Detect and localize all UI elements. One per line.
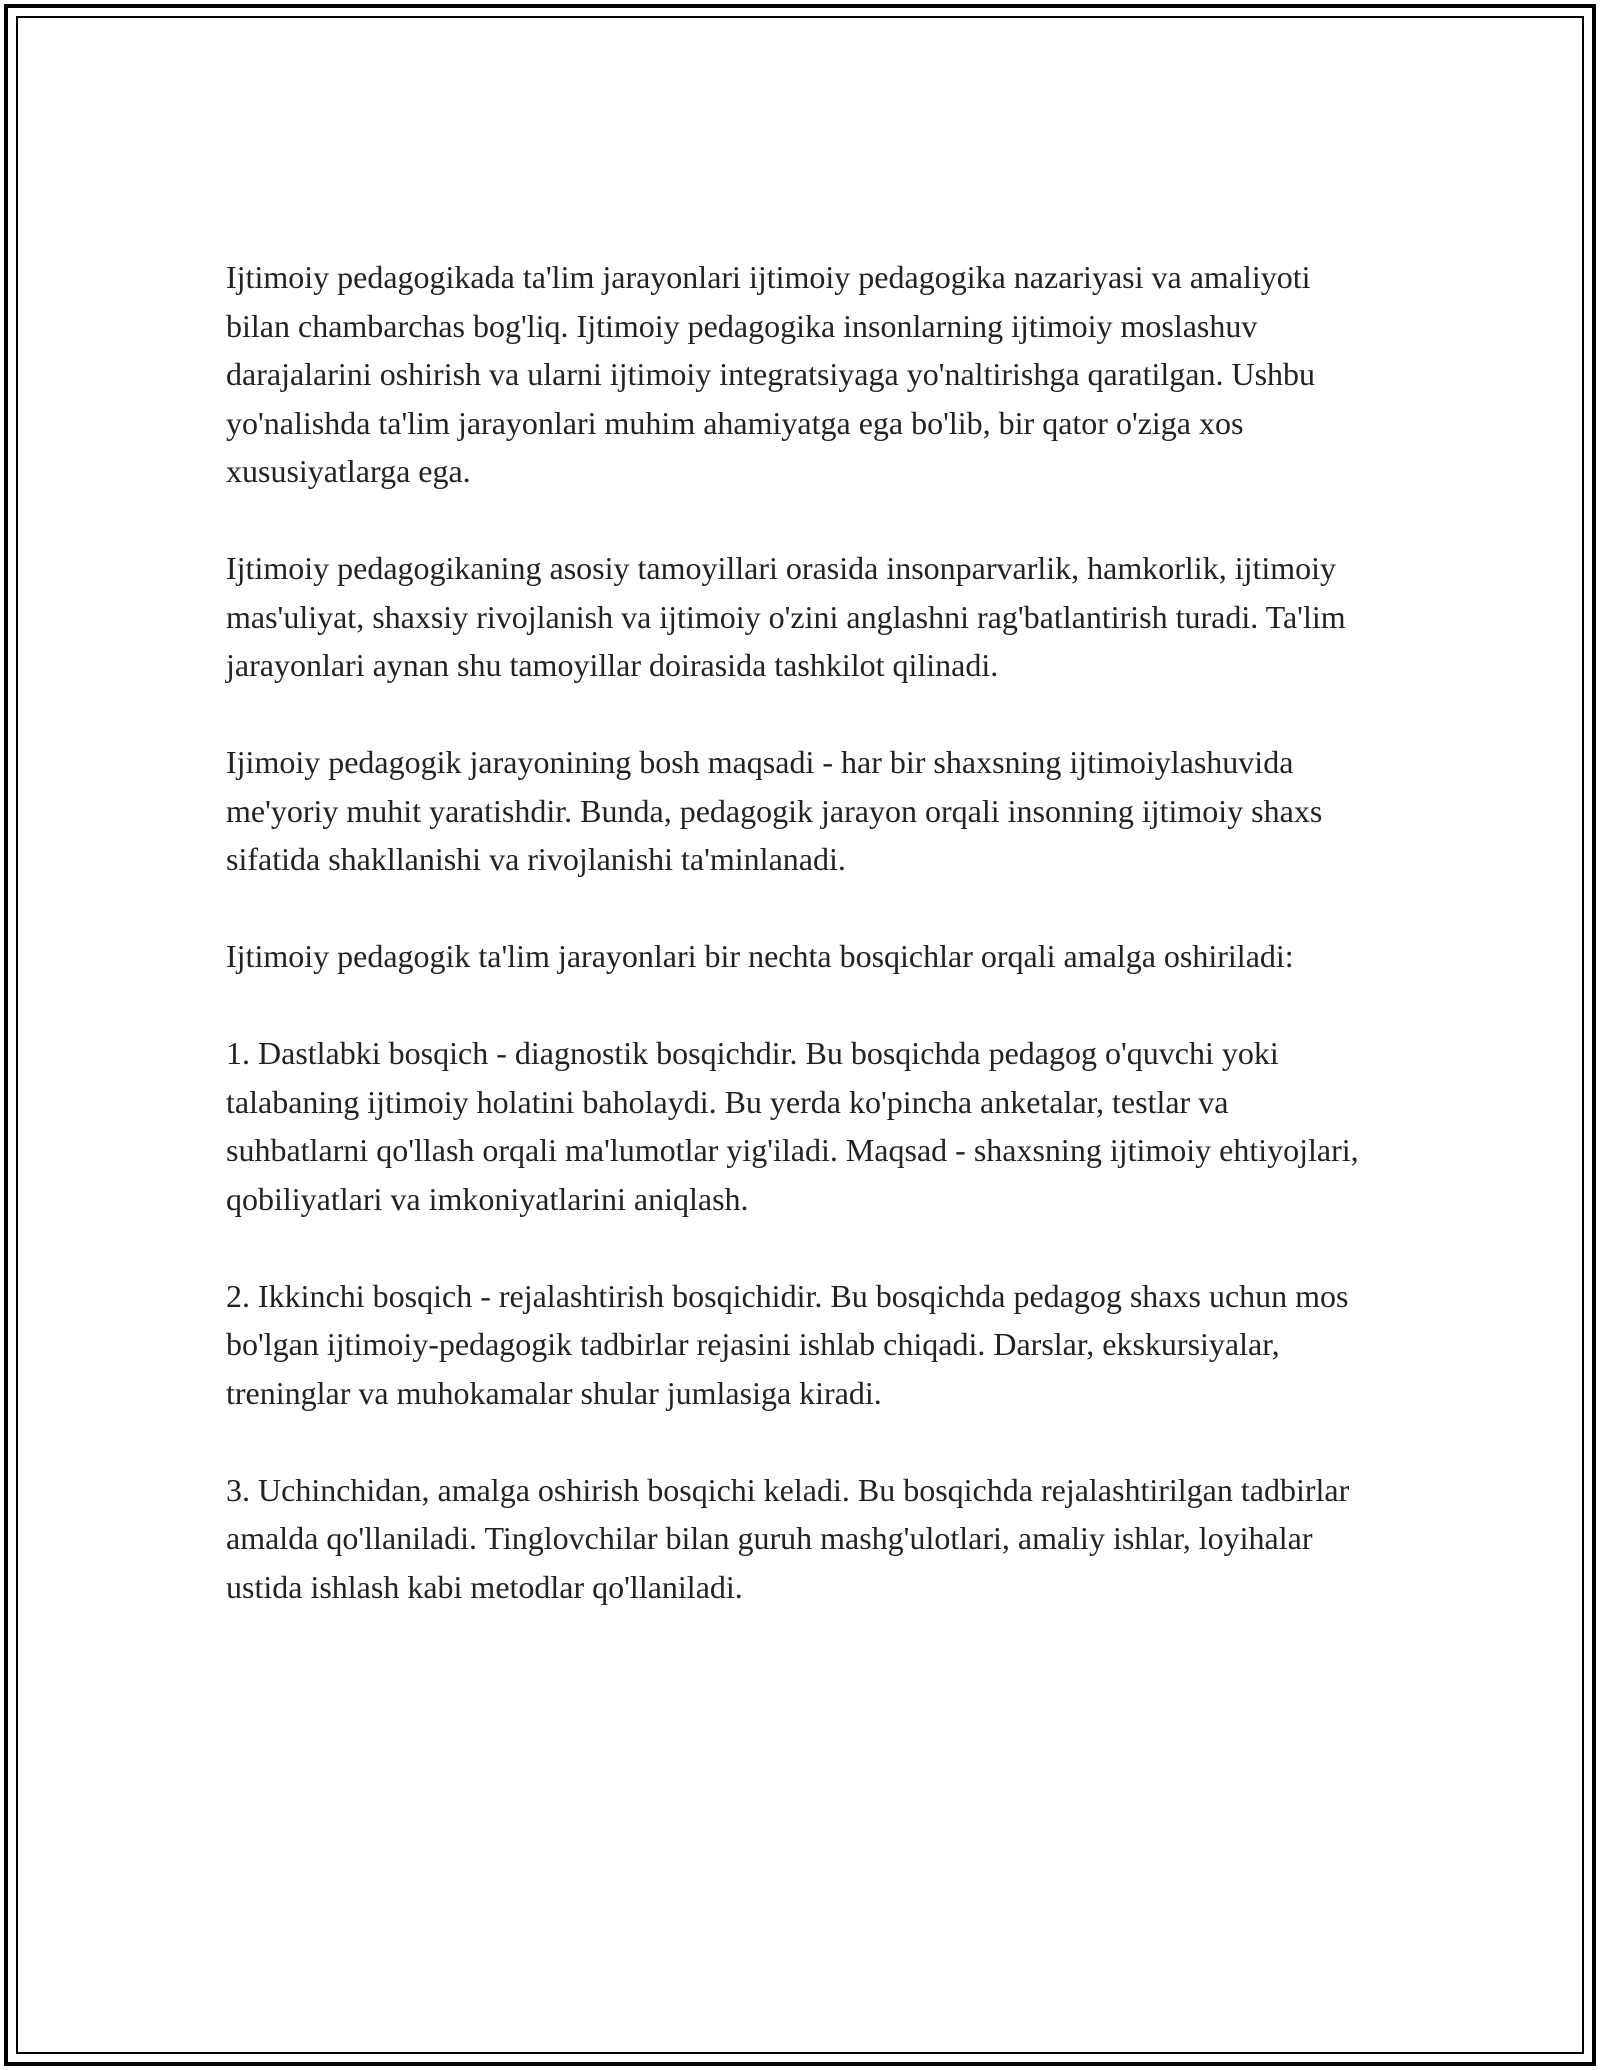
paragraph-stages-intro: Ijtimoiy pedagogik ta'lim jarayonlari bir nechta bosqichlar orqali amalga oshiriladi:: [226, 938, 1294, 974]
paragraph-intro: Ijtimoiy pedagogikada ta'lim jarayonlari ijtimoiy pedagogika nazariyasi va amaliyoti bilan chambarchas bog'liq. Ijtimoiy pedagogika insonlarning ijtimoiy moslashuv darajalarini oshirish va ularni ijtimoiy integratsiyaga yo'naltirishga qaratilgan. Ushbu yo'nalishda ta'lim jarayonlari muhim ahamiyatga ega bo'lib, bir qator o'ziga xos xususiyatlarga ega.: [226, 259, 1316, 489]
paragraph-principles: Ijtimoiy pedagogikaning asosiy tamoyillari orasida insonparvarlik, hamkorlik, ijtimoiy mas'uliyat, shaxsiy rivojlanish va ijtimoiy o'zini anglashni rag'batlantirish turadi. Ta'lim jarayonlari aynan shu tamoyillar doirasida tashkilot qilinadi.: [226, 550, 1346, 683]
paragraph-stage-1: 1. Dastlabki bosqich - diagnostik bosqichdir. Bu bosqichda pedagog o'quvchi yoki talabaning ijtimoiy holatini baholaydi. Bu yerda ko'pincha anketalar, testlar va suhbatlarni qo'llash orqali ma'lumotlar yig'iladi. Maqsad - shaxsning ijtimoiy ehtiyojlari, qobiliyatlari va imkoniyatlarini aniqlash.: [226, 1035, 1359, 1217]
document-body: [226, 253, 1376, 1660]
paragraph-main-goal: Ijimoiy pedagogik jarayonining bosh maqsadi - har bir shaxsning ijtimoiylashuvida me'yoriy muhit yaratishdir. Bunda, pedagogik jarayon orqali insonning ijtimoiy shaxs sifatida shakllanishi va rivojlanishi ta'minlanadi.: [226, 744, 1323, 877]
paragraph-stage-3: 3. Uchinchidan, amalga oshirish bosqichi keladi. Bu bosqichda rejalashtirilgan tadbirlar amalda qo'llaniladi. Tinglovchilar bilan guruh mashg'ulotlari, amaliy ishlar, loyihalar ustida ishlash kabi metodlar qo'llaniladi.: [226, 1471, 1350, 1605]
paragraph-stage-2: 2. Ikkinchi bosqich - rejalashtirish bosqichidir. Bu bosqichda pedagog shaxs uchun mos bo'lgan ijtimoiy-pedagogik tadbirlar rejasini ishlab chiqadi. Darslar, ekskursiyalar, treninglar va muhokamalar shular jumlasiga kiradi.: [226, 1277, 1349, 1411]
